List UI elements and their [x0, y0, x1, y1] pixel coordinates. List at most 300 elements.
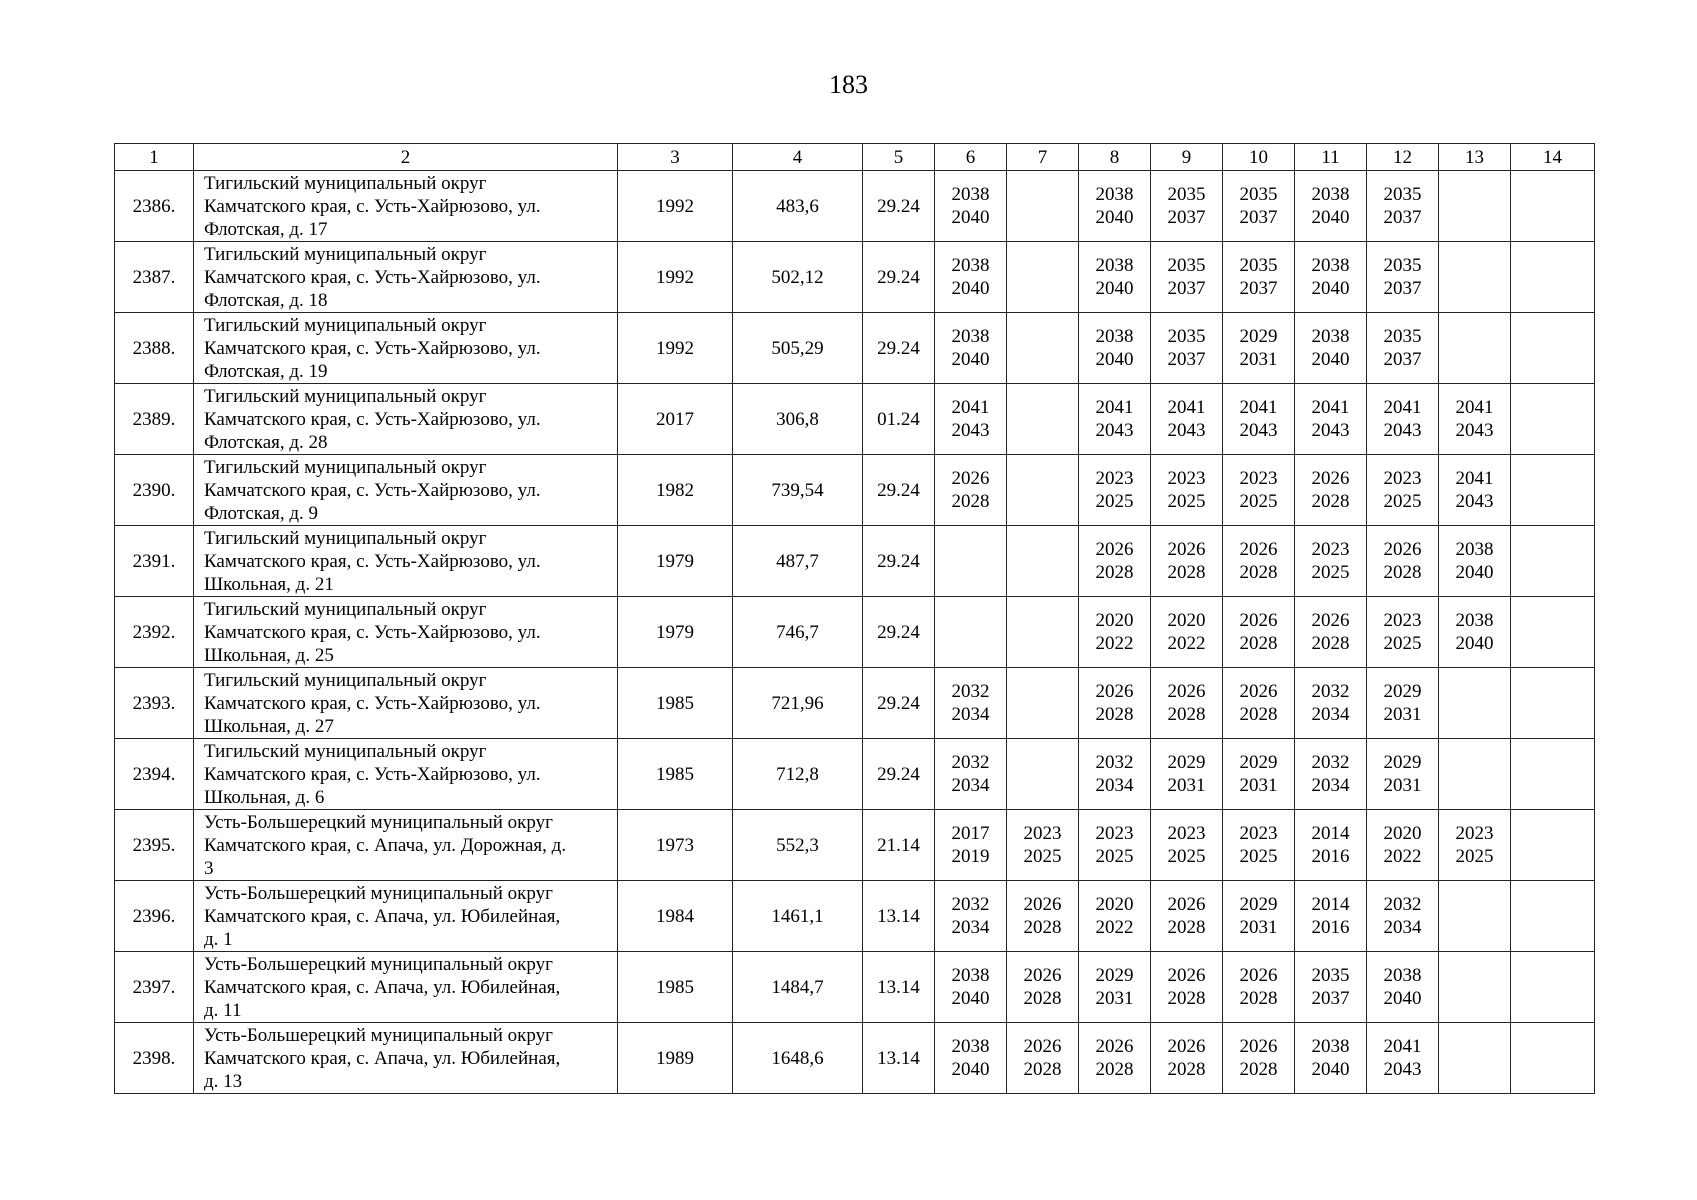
period-cell — [1511, 455, 1595, 526]
period-cell — [1367, 952, 1439, 1023]
period-year: 2041 — [1455, 468, 1494, 489]
row-number-cell — [115, 1023, 194, 1094]
period-year: 2035 — [1239, 255, 1278, 276]
row-number-cell — [115, 810, 194, 881]
period-year: 2029 — [1167, 752, 1206, 773]
period-cell — [1223, 739, 1295, 810]
address-line: Тигильский муниципальный округ — [204, 243, 487, 265]
header-row — [115, 144, 1595, 171]
address-line: Усть-Большерецкий муниципальный округ — [204, 882, 553, 904]
table-row — [115, 242, 1595, 313]
code-cell — [863, 881, 935, 952]
code-value: 01.24 — [877, 408, 920, 430]
area-cell — [733, 952, 863, 1023]
period-year: 2025 — [1239, 491, 1278, 512]
period-year: 2023 — [1023, 823, 1062, 844]
period-year: 2043 — [1239, 420, 1278, 441]
row-number-cell — [115, 313, 194, 384]
period-cell — [1007, 313, 1079, 384]
period-year: 2026 — [1095, 1036, 1134, 1057]
period-cell — [1223, 668, 1295, 739]
period-year: 2034 — [1311, 775, 1350, 796]
code-value: 29.24 — [877, 621, 920, 643]
row-number: 2391. — [132, 550, 176, 572]
period-cell — [935, 810, 1007, 881]
row-number-cell — [115, 384, 194, 455]
period-cell — [1079, 881, 1151, 952]
column-header: 1 — [115, 144, 194, 171]
registry-table — [114, 143, 1595, 1094]
period-year: 2040 — [951, 988, 990, 1009]
period-year: 2028 — [1167, 704, 1206, 725]
period-year: 2043 — [1095, 420, 1134, 441]
area-value: 552,3 — [776, 834, 819, 856]
year-cell — [618, 1023, 733, 1094]
column-header: 7 — [1007, 144, 1079, 171]
row-number-cell — [115, 739, 194, 810]
period-year: 2026 — [1023, 965, 1062, 986]
period-cell — [1439, 881, 1511, 952]
period-year: 2026 — [1167, 894, 1206, 915]
year-cell — [618, 242, 733, 313]
column-header: 6 — [935, 144, 1007, 171]
address-line: Школьная, д. 21 — [204, 573, 334, 595]
row-number-cell — [115, 881, 194, 952]
area-cell — [733, 881, 863, 952]
row-number: 2392. — [132, 621, 176, 643]
period-year: 2028 — [1239, 704, 1278, 725]
period-cell — [1511, 313, 1595, 384]
period-year: 2038 — [1455, 539, 1494, 560]
address-line: Усть-Большерецкий муниципальный округ — [204, 811, 553, 833]
address-cell — [194, 810, 618, 881]
period-cell — [1007, 455, 1079, 526]
period-cell — [1007, 526, 1079, 597]
period-cell — [1007, 1023, 1079, 1094]
code-value: 29.24 — [877, 266, 920, 288]
period-year: 2029 — [1239, 326, 1278, 347]
period-cell — [1223, 952, 1295, 1023]
period-year: 2029 — [1239, 894, 1278, 915]
period-cell — [935, 1023, 1007, 1094]
code-value: 29.24 — [877, 550, 920, 572]
period-year: 2025 — [1239, 846, 1278, 867]
period-cell — [1295, 313, 1367, 384]
period-year: 2026 — [1095, 539, 1134, 560]
period-year: 2031 — [1167, 775, 1206, 796]
row-number: 2396. — [132, 905, 176, 927]
area-value: 487,7 — [776, 550, 819, 572]
period-year: 2034 — [951, 775, 990, 796]
row-number: 2387. — [132, 266, 176, 288]
period-cell — [1367, 455, 1439, 526]
code-cell — [863, 384, 935, 455]
period-year: 2040 — [951, 349, 990, 370]
period-cell — [1511, 242, 1595, 313]
address-line: Усть-Большерецкий муниципальный округ — [204, 1024, 553, 1046]
period-year: 2041 — [951, 397, 990, 418]
period-year: 2028 — [1023, 917, 1062, 938]
period-year: 2041 — [1383, 397, 1422, 418]
period-year: 2014 — [1311, 823, 1350, 844]
period-year: 2028 — [1311, 633, 1350, 654]
period-year: 2037 — [1311, 988, 1350, 1009]
address-line: Тигильский муниципальный округ — [204, 740, 487, 762]
year-cell — [618, 171, 733, 242]
table-row — [115, 597, 1595, 668]
address-cell — [194, 668, 618, 739]
build-year: 1973 — [656, 834, 694, 856]
code-value: 13.14 — [877, 905, 920, 927]
period-year: 2020 — [1095, 610, 1134, 631]
period-year: 2032 — [1383, 894, 1422, 915]
area-cell — [733, 668, 863, 739]
address-line: Тигильский муниципальный округ — [204, 314, 487, 336]
code-cell — [863, 526, 935, 597]
period-cell — [1223, 1023, 1295, 1094]
period-cell — [1295, 1023, 1367, 1094]
row-number: 2398. — [132, 1047, 176, 1069]
period-cell — [1079, 739, 1151, 810]
table-row — [115, 810, 1595, 881]
build-year: 1979 — [656, 621, 694, 643]
address-line: Флотская, д. 18 — [204, 289, 328, 311]
period-year: 2026 — [1167, 1036, 1206, 1057]
period-year: 2028 — [1383, 562, 1422, 583]
build-year: 1992 — [656, 195, 694, 217]
period-year: 2038 — [951, 1036, 990, 1057]
build-year: 1982 — [656, 479, 694, 501]
period-year: 2025 — [1167, 491, 1206, 512]
period-cell — [1007, 242, 1079, 313]
table-row — [115, 526, 1595, 597]
period-year: 2031 — [1383, 704, 1422, 725]
period-year: 2023 — [1167, 823, 1206, 844]
period-year: 2028 — [1167, 1059, 1206, 1080]
period-cell — [1511, 952, 1595, 1023]
period-year: 2029 — [1383, 681, 1422, 702]
period-year: 2016 — [1311, 846, 1350, 867]
period-year: 2025 — [1383, 633, 1422, 654]
address-line: Камчатского края, с. Апача, ул. Юбилейная, — [204, 1047, 561, 1069]
period-year: 2040 — [1455, 633, 1494, 654]
column-header: 13 — [1439, 144, 1511, 171]
row-number: 2393. — [132, 692, 176, 714]
address-cell — [194, 526, 618, 597]
row-number-cell — [115, 597, 194, 668]
period-year: 2032 — [1311, 681, 1350, 702]
area-cell — [733, 171, 863, 242]
code-cell — [863, 1023, 935, 1094]
period-cell — [935, 455, 1007, 526]
period-cell — [1367, 597, 1439, 668]
address-line: Камчатского края, с. Усть-Хайрюзово, ул. — [204, 408, 541, 430]
period-year: 2035 — [1383, 184, 1422, 205]
period-year: 2031 — [1095, 988, 1134, 1009]
address-line: Камчатского края, с. Усть-Хайрюзово, ул. — [204, 337, 541, 359]
period-year: 2028 — [1167, 917, 1206, 938]
period-year: 2031 — [1239, 917, 1278, 938]
code-cell — [863, 739, 935, 810]
row-number: 2390. — [132, 479, 176, 501]
period-year: 2028 — [1095, 704, 1134, 725]
address-line: Камчатского края, с. Апача, ул. Юбилейная, — [204, 976, 561, 998]
build-year: 1985 — [656, 763, 694, 785]
column-header: 2 — [194, 144, 618, 171]
row-number-cell — [115, 952, 194, 1023]
period-year: 2035 — [1383, 255, 1422, 276]
address-cell — [194, 1023, 618, 1094]
row-number: 2386. — [132, 195, 176, 217]
period-year: 2040 — [1383, 988, 1422, 1009]
address-line: Усть-Большерецкий муниципальный округ — [204, 953, 553, 975]
period-year: 2038 — [1311, 184, 1350, 205]
period-cell — [1079, 455, 1151, 526]
row-number: 2388. — [132, 337, 176, 359]
period-year: 2038 — [1095, 184, 1134, 205]
period-cell — [1223, 384, 1295, 455]
period-year: 2035 — [1167, 255, 1206, 276]
period-year: 2043 — [1311, 420, 1350, 441]
year-cell — [618, 952, 733, 1023]
period-cell — [935, 739, 1007, 810]
period-cell — [1511, 668, 1595, 739]
area-value: 505,29 — [771, 337, 824, 359]
address-line: Школьная, д. 25 — [204, 644, 334, 666]
period-year: 2026 — [1383, 539, 1422, 560]
period-cell — [1367, 384, 1439, 455]
period-cell — [1367, 739, 1439, 810]
period-year: 2026 — [1023, 894, 1062, 915]
period-year: 2037 — [1383, 207, 1422, 228]
period-year: 2034 — [1095, 775, 1134, 796]
period-cell — [1007, 384, 1079, 455]
address-line: Школьная, д. 27 — [204, 715, 334, 737]
area-value: 712,8 — [776, 763, 819, 785]
period-year: 2016 — [1311, 917, 1350, 938]
build-year: 1992 — [656, 266, 694, 288]
period-year: 2025 — [1095, 846, 1134, 867]
period-cell — [1295, 171, 1367, 242]
period-year: 2022 — [1383, 846, 1422, 867]
address-cell — [194, 313, 618, 384]
period-cell — [1007, 171, 1079, 242]
area-value: 1648,6 — [771, 1047, 824, 1069]
table-row — [115, 881, 1595, 952]
period-cell — [1223, 597, 1295, 668]
period-cell — [1151, 313, 1223, 384]
period-cell — [1079, 810, 1151, 881]
period-year: 2043 — [951, 420, 990, 441]
address-line: Тигильский муниципальный округ — [204, 598, 487, 620]
area-value: 306,8 — [776, 408, 819, 430]
address-cell — [194, 881, 618, 952]
year-cell — [618, 881, 733, 952]
year-cell — [618, 668, 733, 739]
address-line: Камчатского края, с. Усть-Хайрюзово, ул. — [204, 479, 541, 501]
period-year: 2034 — [951, 917, 990, 938]
period-cell — [1367, 881, 1439, 952]
period-cell — [1079, 952, 1151, 1023]
period-year: 2014 — [1311, 894, 1350, 915]
period-year: 2026 — [1239, 965, 1278, 986]
period-cell — [1151, 810, 1223, 881]
period-year: 2038 — [1095, 326, 1134, 347]
period-year: 2032 — [951, 752, 990, 773]
row-number-cell — [115, 526, 194, 597]
row-number: 2395. — [132, 834, 176, 856]
period-cell — [1151, 597, 1223, 668]
period-year: 2040 — [1311, 278, 1350, 299]
period-cell — [1439, 1023, 1511, 1094]
period-year: 2019 — [951, 846, 990, 867]
area-value: 721,96 — [771, 692, 824, 714]
build-year: 1992 — [656, 337, 694, 359]
period-year: 2025 — [1023, 846, 1062, 867]
period-cell — [1295, 810, 1367, 881]
address-line: Тигильский муниципальный округ — [204, 172, 487, 194]
period-cell — [1439, 952, 1511, 1023]
code-value: 29.24 — [877, 195, 920, 217]
period-cell — [1223, 881, 1295, 952]
column-header: 3 — [618, 144, 733, 171]
area-value: 483,6 — [776, 195, 819, 217]
period-cell — [935, 313, 1007, 384]
period-year: 2037 — [1167, 207, 1206, 228]
period-cell — [1295, 526, 1367, 597]
row-number: 2397. — [132, 976, 176, 998]
period-cell — [1439, 526, 1511, 597]
address-line: 3 — [204, 857, 214, 879]
page-number: 183 — [829, 70, 868, 99]
period-year: 2023 — [1239, 468, 1278, 489]
period-cell — [1079, 668, 1151, 739]
period-cell — [1295, 384, 1367, 455]
year-cell — [618, 810, 733, 881]
period-year: 2028 — [1167, 562, 1206, 583]
period-cell — [1079, 1023, 1151, 1094]
period-year: 2037 — [1239, 207, 1278, 228]
address-line: Камчатского края, с. Усть-Хайрюзово, ул. — [204, 621, 541, 643]
build-year: 1985 — [656, 976, 694, 998]
period-year: 2043 — [1383, 1059, 1422, 1080]
period-year: 2038 — [1311, 326, 1350, 347]
row-number-cell — [115, 242, 194, 313]
period-year: 2022 — [1095, 917, 1134, 938]
area-value: 1461,1 — [771, 905, 824, 927]
period-year: 2034 — [1311, 704, 1350, 725]
period-year: 2037 — [1167, 278, 1206, 299]
period-cell — [1511, 739, 1595, 810]
period-cell — [1079, 171, 1151, 242]
period-cell — [1439, 384, 1511, 455]
period-year: 2022 — [1095, 633, 1134, 654]
column-header: 10 — [1223, 144, 1295, 171]
column-header: 11 — [1295, 144, 1367, 171]
area-value: 1484,7 — [771, 976, 824, 998]
period-year: 2037 — [1383, 278, 1422, 299]
period-year: 2041 — [1095, 397, 1134, 418]
address-cell — [194, 242, 618, 313]
period-cell — [935, 668, 1007, 739]
period-cell — [1007, 668, 1079, 739]
row-number: 2394. — [132, 763, 176, 785]
period-cell — [1151, 242, 1223, 313]
code-cell — [863, 455, 935, 526]
period-cell — [1367, 242, 1439, 313]
period-year: 2043 — [1167, 420, 1206, 441]
code-value: 29.24 — [877, 337, 920, 359]
table-row — [115, 952, 1595, 1023]
period-cell — [1295, 952, 1367, 1023]
period-year: 2038 — [1095, 255, 1134, 276]
period-year: 2040 — [951, 207, 990, 228]
address-line: Тигильский муниципальный округ — [204, 527, 487, 549]
period-year: 2038 — [1455, 610, 1494, 631]
address-line: Камчатского края, с. Усть-Хайрюзово, ул. — [204, 550, 541, 572]
period-year: 2028 — [1023, 988, 1062, 1009]
period-year: 2035 — [1383, 326, 1422, 347]
period-cell — [1007, 597, 1079, 668]
table-row — [115, 1023, 1595, 1094]
period-year: 2041 — [1239, 397, 1278, 418]
address-line: Школьная, д. 6 — [204, 786, 325, 808]
period-year: 2025 — [1383, 491, 1422, 512]
period-year: 2026 — [1095, 681, 1134, 702]
period-year: 2040 — [1311, 1059, 1350, 1080]
period-cell — [1295, 739, 1367, 810]
period-year: 2022 — [1167, 633, 1206, 654]
period-year: 2034 — [951, 704, 990, 725]
period-cell — [1007, 739, 1079, 810]
period-cell — [1511, 1023, 1595, 1094]
period-cell — [935, 952, 1007, 1023]
period-year: 2026 — [1311, 610, 1350, 631]
period-year: 2023 — [1455, 823, 1494, 844]
period-year: 2025 — [1455, 846, 1494, 867]
year-cell — [618, 526, 733, 597]
period-cell — [1367, 1023, 1439, 1094]
period-cell — [1079, 526, 1151, 597]
period-year: 2029 — [1383, 752, 1422, 773]
period-year: 2028 — [1167, 988, 1206, 1009]
period-cell — [1151, 171, 1223, 242]
period-year: 2040 — [951, 1059, 990, 1080]
period-year: 2038 — [951, 326, 990, 347]
column-header: 4 — [733, 144, 863, 171]
period-year: 2023 — [1311, 539, 1350, 560]
period-year: 2038 — [951, 184, 990, 205]
area-value: 739,54 — [771, 479, 824, 501]
year-cell — [618, 455, 733, 526]
period-year: 2034 — [1383, 917, 1422, 938]
period-cell — [935, 242, 1007, 313]
address-line: д. 1 — [204, 928, 233, 950]
period-cell — [1295, 455, 1367, 526]
period-year: 2040 — [1311, 349, 1350, 370]
period-year: 2028 — [1095, 1059, 1134, 1080]
period-year: 2038 — [951, 965, 990, 986]
period-cell — [1223, 455, 1295, 526]
period-year: 2028 — [1311, 491, 1350, 512]
period-year: 2028 — [1239, 633, 1278, 654]
address-cell — [194, 952, 618, 1023]
year-cell — [618, 597, 733, 668]
period-year: 2031 — [1239, 349, 1278, 370]
period-cell — [1151, 526, 1223, 597]
code-cell — [863, 171, 935, 242]
period-year: 2017 — [951, 823, 990, 844]
